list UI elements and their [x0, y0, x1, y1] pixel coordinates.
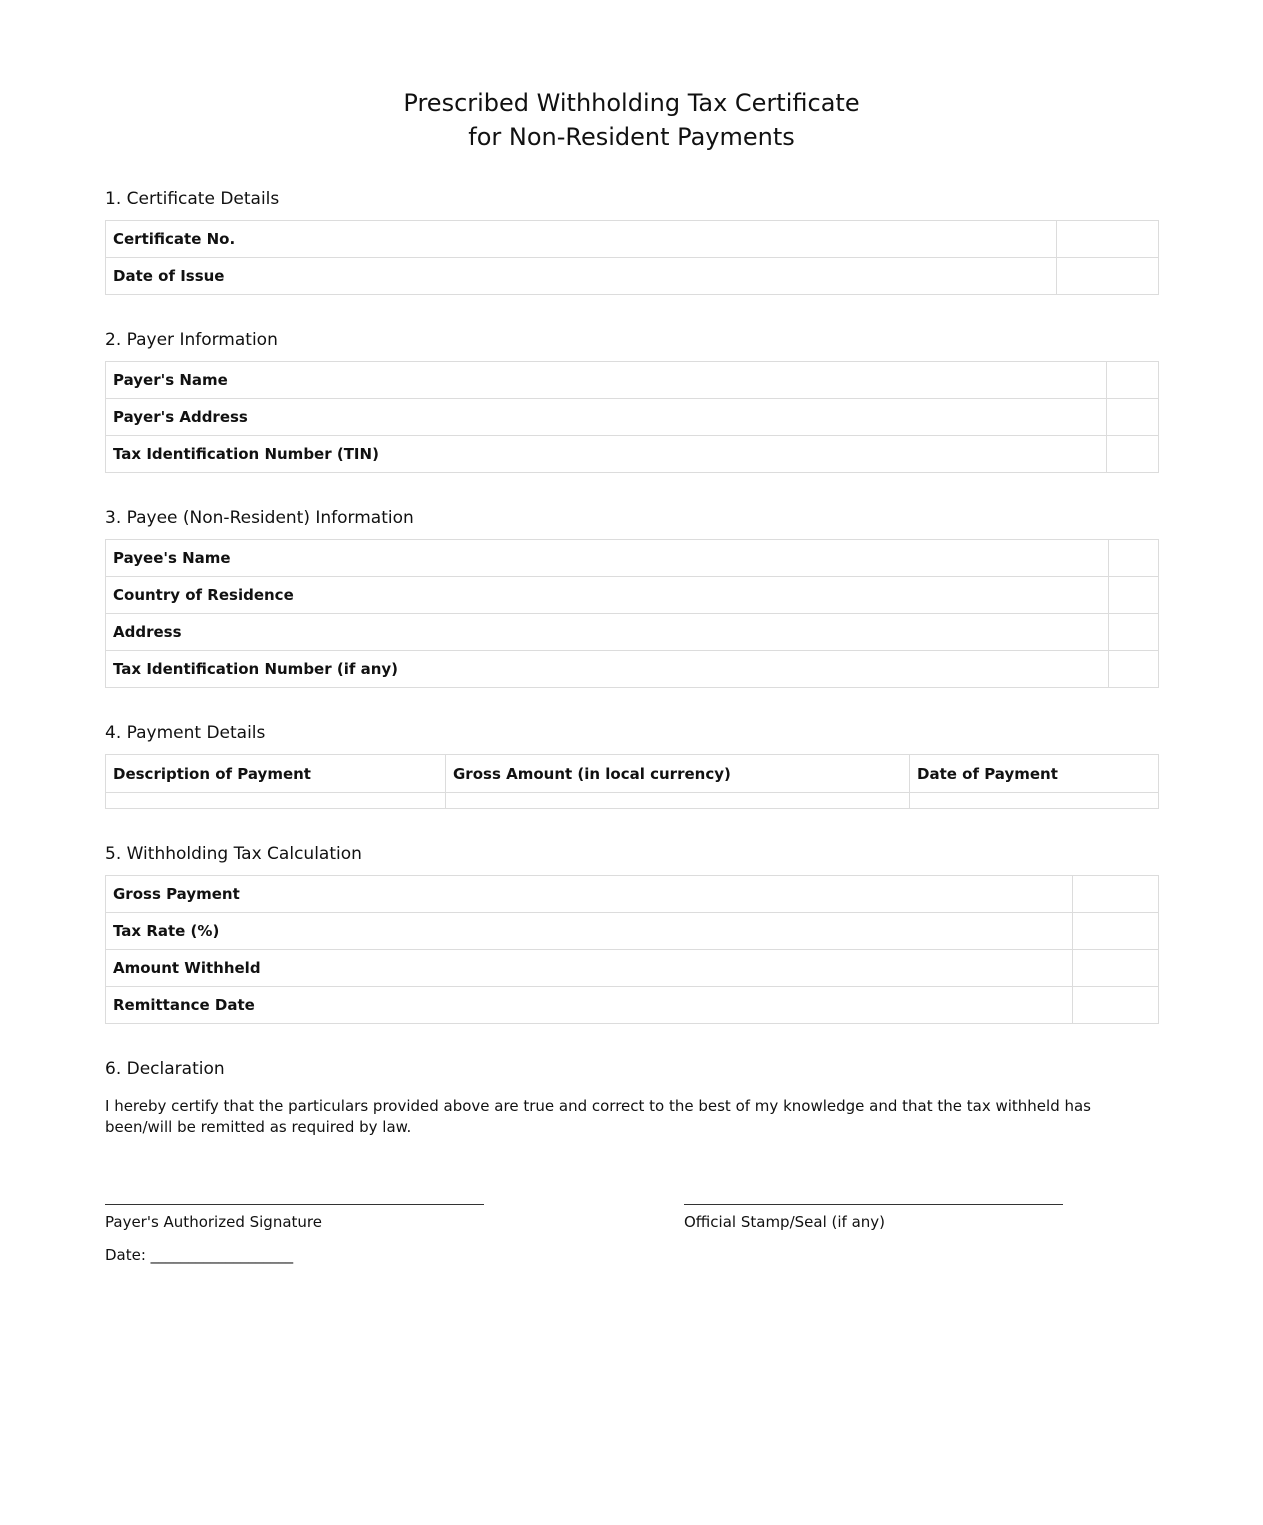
- payee-tin-field[interactable]: [1109, 651, 1159, 688]
- column-header: Date of Payment: [910, 755, 1159, 793]
- payment-details-table: [105, 754, 1159, 809]
- table-header-row: [106, 755, 1159, 793]
- table-row: [106, 362, 1159, 399]
- declaration-text: I hereby certify that the particulars provided above are true and correct to the best of my knowledge and that the tax withheld has been/will be remitted as required by law.: [105, 1097, 1091, 1136]
- field-label: Payee's Name: [106, 540, 1109, 577]
- table-row: [106, 913, 1159, 950]
- payer-signature-label: Payer's Authorized Signature: [105, 1213, 322, 1231]
- table-row: [106, 614, 1159, 651]
- field-label: Address: [106, 614, 1109, 651]
- section-payment-details: [105, 722, 1158, 809]
- section-declaration: [105, 1058, 1158, 1138]
- payer-signature-line[interactable]: [105, 1204, 484, 1205]
- field-label: Country of Residence: [106, 577, 1109, 614]
- payer-address-field[interactable]: [1107, 399, 1159, 436]
- field-label: Tax Identification Number (if any): [106, 651, 1109, 688]
- table-row: [106, 399, 1159, 436]
- document-body: [105, 86, 1158, 1284]
- certificate-no-field[interactable]: [1057, 221, 1159, 258]
- payer-information-table: [105, 361, 1159, 473]
- table-row: [106, 258, 1159, 295]
- date-of-issue-field[interactable]: [1057, 258, 1159, 295]
- title-line-2: for Non-Resident Payments: [468, 123, 795, 151]
- field-label: Gross Payment: [106, 876, 1073, 913]
- section-payee-information: [105, 507, 1158, 688]
- table-row: [106, 436, 1159, 473]
- signature-area: [105, 1204, 1158, 1284]
- section-heading: 2. Payer Information: [105, 330, 278, 350]
- payee-address-field[interactable]: [1109, 614, 1159, 651]
- document-title: [105, 86, 1158, 154]
- field-label: Payer's Address: [106, 399, 1107, 436]
- field-label: Tax Rate (%): [106, 913, 1073, 950]
- amount-withheld-field[interactable]: [1073, 950, 1159, 987]
- date-of-payment-field[interactable]: [910, 793, 1159, 809]
- table-row: [106, 540, 1159, 577]
- section-heading: 1. Certificate Details: [105, 189, 280, 209]
- table-row: [106, 793, 1159, 809]
- table-row: [106, 221, 1159, 258]
- section-heading: 3. Payee (Non-Resident) Information: [105, 508, 414, 528]
- stamp-line[interactable]: [684, 1204, 1063, 1205]
- field-label: Payer's Name: [106, 362, 1107, 399]
- table-row: [106, 577, 1159, 614]
- payee-name-field[interactable]: [1109, 540, 1159, 577]
- column-header: Gross Amount (in local currency): [446, 755, 910, 793]
- payer-signature-block: [105, 1204, 484, 1265]
- table-row: [106, 876, 1159, 913]
- field-label: Amount Withheld: [106, 950, 1073, 987]
- field-label: Tax Identification Number (TIN): [106, 436, 1107, 473]
- section-payer-information: [105, 329, 1158, 473]
- section-withholding-calculation: [105, 843, 1158, 1024]
- title-line-1: Prescribed Withholding Tax Certificate: [403, 89, 860, 117]
- table-row: [106, 987, 1159, 1024]
- section-heading: 6. Declaration: [105, 1059, 225, 1079]
- field-label: Certificate No.: [106, 221, 1057, 258]
- signature-date: Date: ___________________: [105, 1246, 294, 1264]
- remittance-date-field[interactable]: [1073, 987, 1159, 1024]
- table-row: [106, 950, 1159, 987]
- gross-amount-field[interactable]: [446, 793, 910, 809]
- section-heading: 5. Withholding Tax Calculation: [105, 844, 362, 864]
- column-header: Description of Payment: [106, 755, 446, 793]
- payer-name-field[interactable]: [1107, 362, 1159, 399]
- stamp-block: [684, 1204, 1063, 1232]
- certificate-details-table: [105, 220, 1159, 295]
- tax-rate-field[interactable]: [1073, 913, 1159, 950]
- withholding-calculation-table: [105, 875, 1159, 1024]
- field-label: Date of Issue: [106, 258, 1057, 295]
- table-row: [106, 651, 1159, 688]
- stamp-label: Official Stamp/Seal (if any): [684, 1213, 886, 1231]
- payee-information-table: [105, 539, 1159, 688]
- country-of-residence-field[interactable]: [1109, 577, 1159, 614]
- payment-description-field[interactable]: [106, 793, 446, 809]
- gross-payment-field[interactable]: [1073, 876, 1159, 913]
- field-label: Remittance Date: [106, 987, 1073, 1024]
- payer-tin-field[interactable]: [1107, 436, 1159, 473]
- section-certificate-details: [105, 188, 1158, 295]
- section-heading: 4. Payment Details: [105, 723, 266, 743]
